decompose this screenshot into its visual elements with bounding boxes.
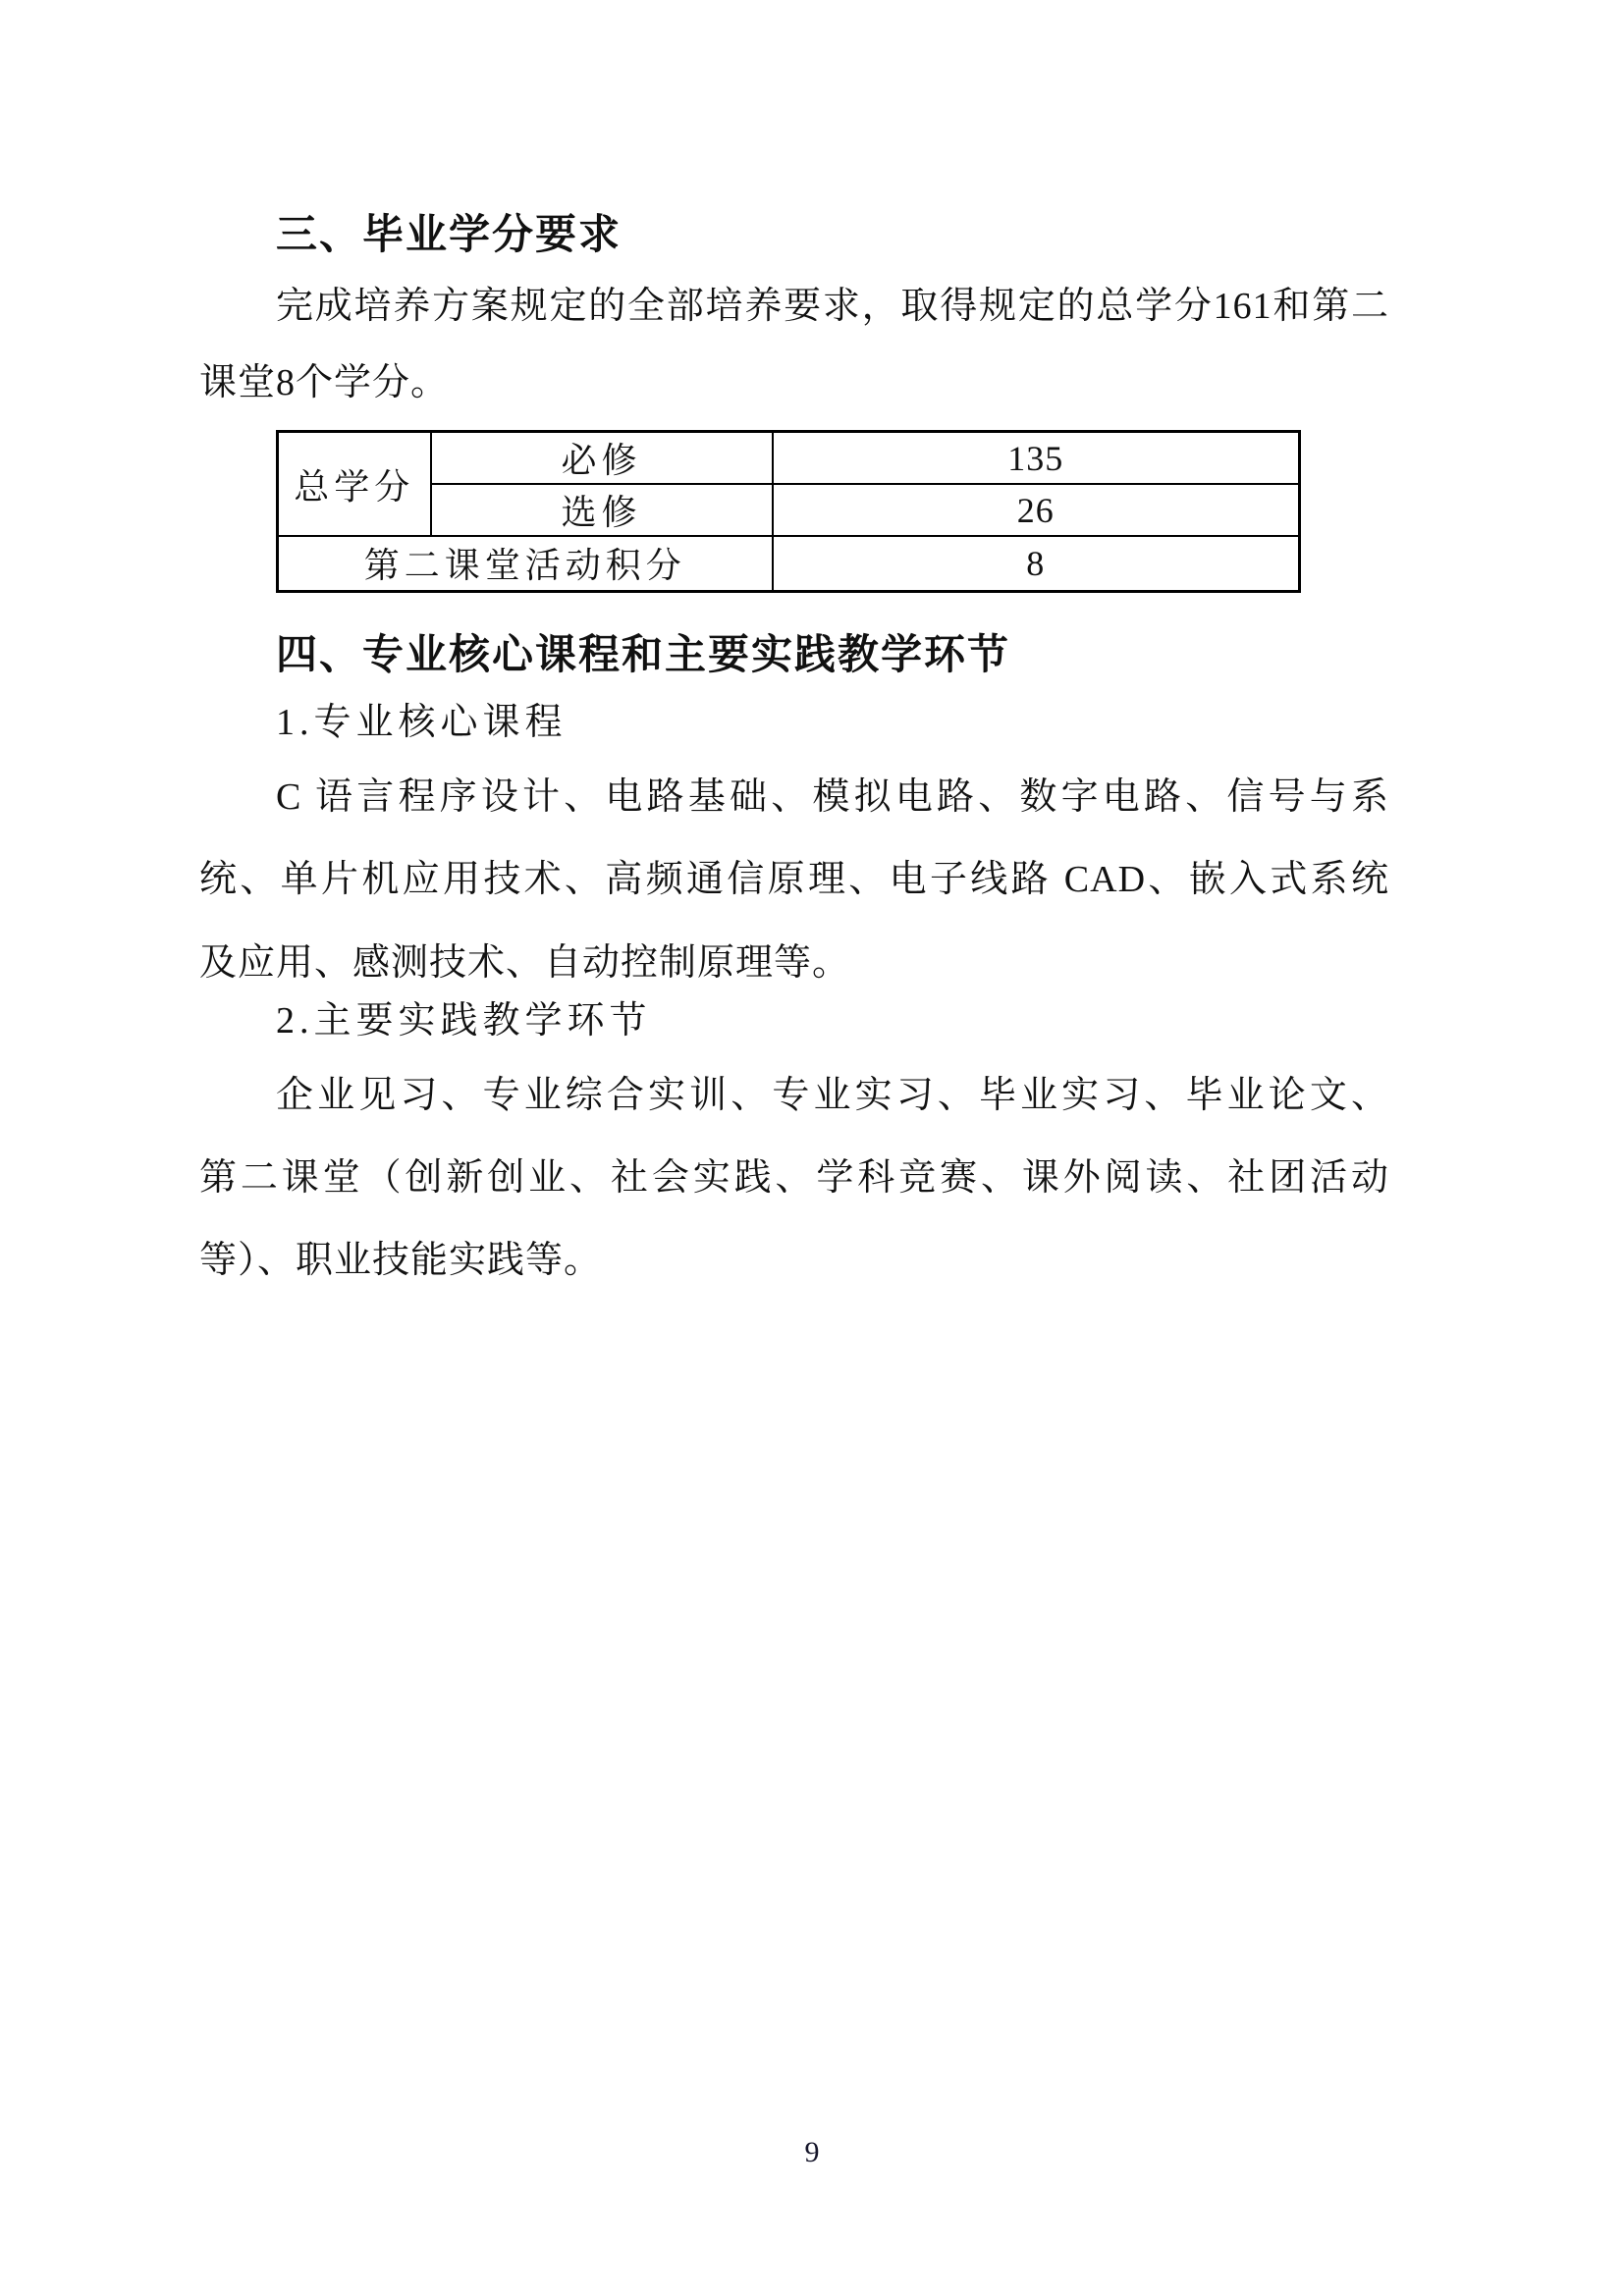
required-value-cell: 135 [773, 432, 1300, 485]
second-classroom-label-cell: 第二课堂活动积分 [278, 536, 773, 591]
elective-value-cell: 26 [773, 484, 1300, 536]
table-row [278, 536, 1300, 591]
section-three-paragraph-line-1: 完成培养方案规定的全部培养要求，取得规定的总学分161和第二 [276, 286, 1389, 327]
section-three-heading: 三、毕业学分要求 [276, 213, 623, 258]
required-label-cell: 必修 [431, 432, 773, 485]
total-credits-cell: 总学分 [278, 432, 431, 537]
elective-label-cell: 选修 [431, 484, 773, 536]
core-courses-line-1: C 语言程序设计、电路基础、模拟电路、数字电路、信号与系 [276, 776, 1389, 818]
section-three-paragraph-line-2: 课堂8个学分。 [199, 362, 450, 403]
section-four-heading: 四、专业核心课程和主要实践教学环节 [276, 633, 1011, 678]
core-courses-line-3: 及应用、感测技术、自动控制原理等。 [199, 942, 851, 984]
credit-requirements-table [276, 430, 1301, 593]
second-classroom-value-cell: 8 [773, 536, 1300, 591]
practice-teaching-title: 2.主要实践教学环节 [276, 1000, 652, 1041]
core-courses-title: 1.专业核心课程 [276, 702, 568, 743]
practice-teaching-line-3: 等）、职业技能实践等。 [199, 1240, 603, 1281]
page-number: 9 [804, 2136, 820, 2168]
table-row [278, 484, 1300, 536]
practice-teaching-line-1: 企业见习、专业综合实训、专业实习、毕业实习、毕业论文、 [276, 1075, 1389, 1116]
practice-teaching-line-2: 第二课堂（创新创业、社会实践、学科竞赛、课外阅读、社团活动 [199, 1157, 1389, 1199]
table-row [278, 432, 1300, 485]
core-courses-line-2: 统、单片机应用技术、高频通信原理、电子线路 CAD、嵌入式系统 [199, 859, 1389, 900]
